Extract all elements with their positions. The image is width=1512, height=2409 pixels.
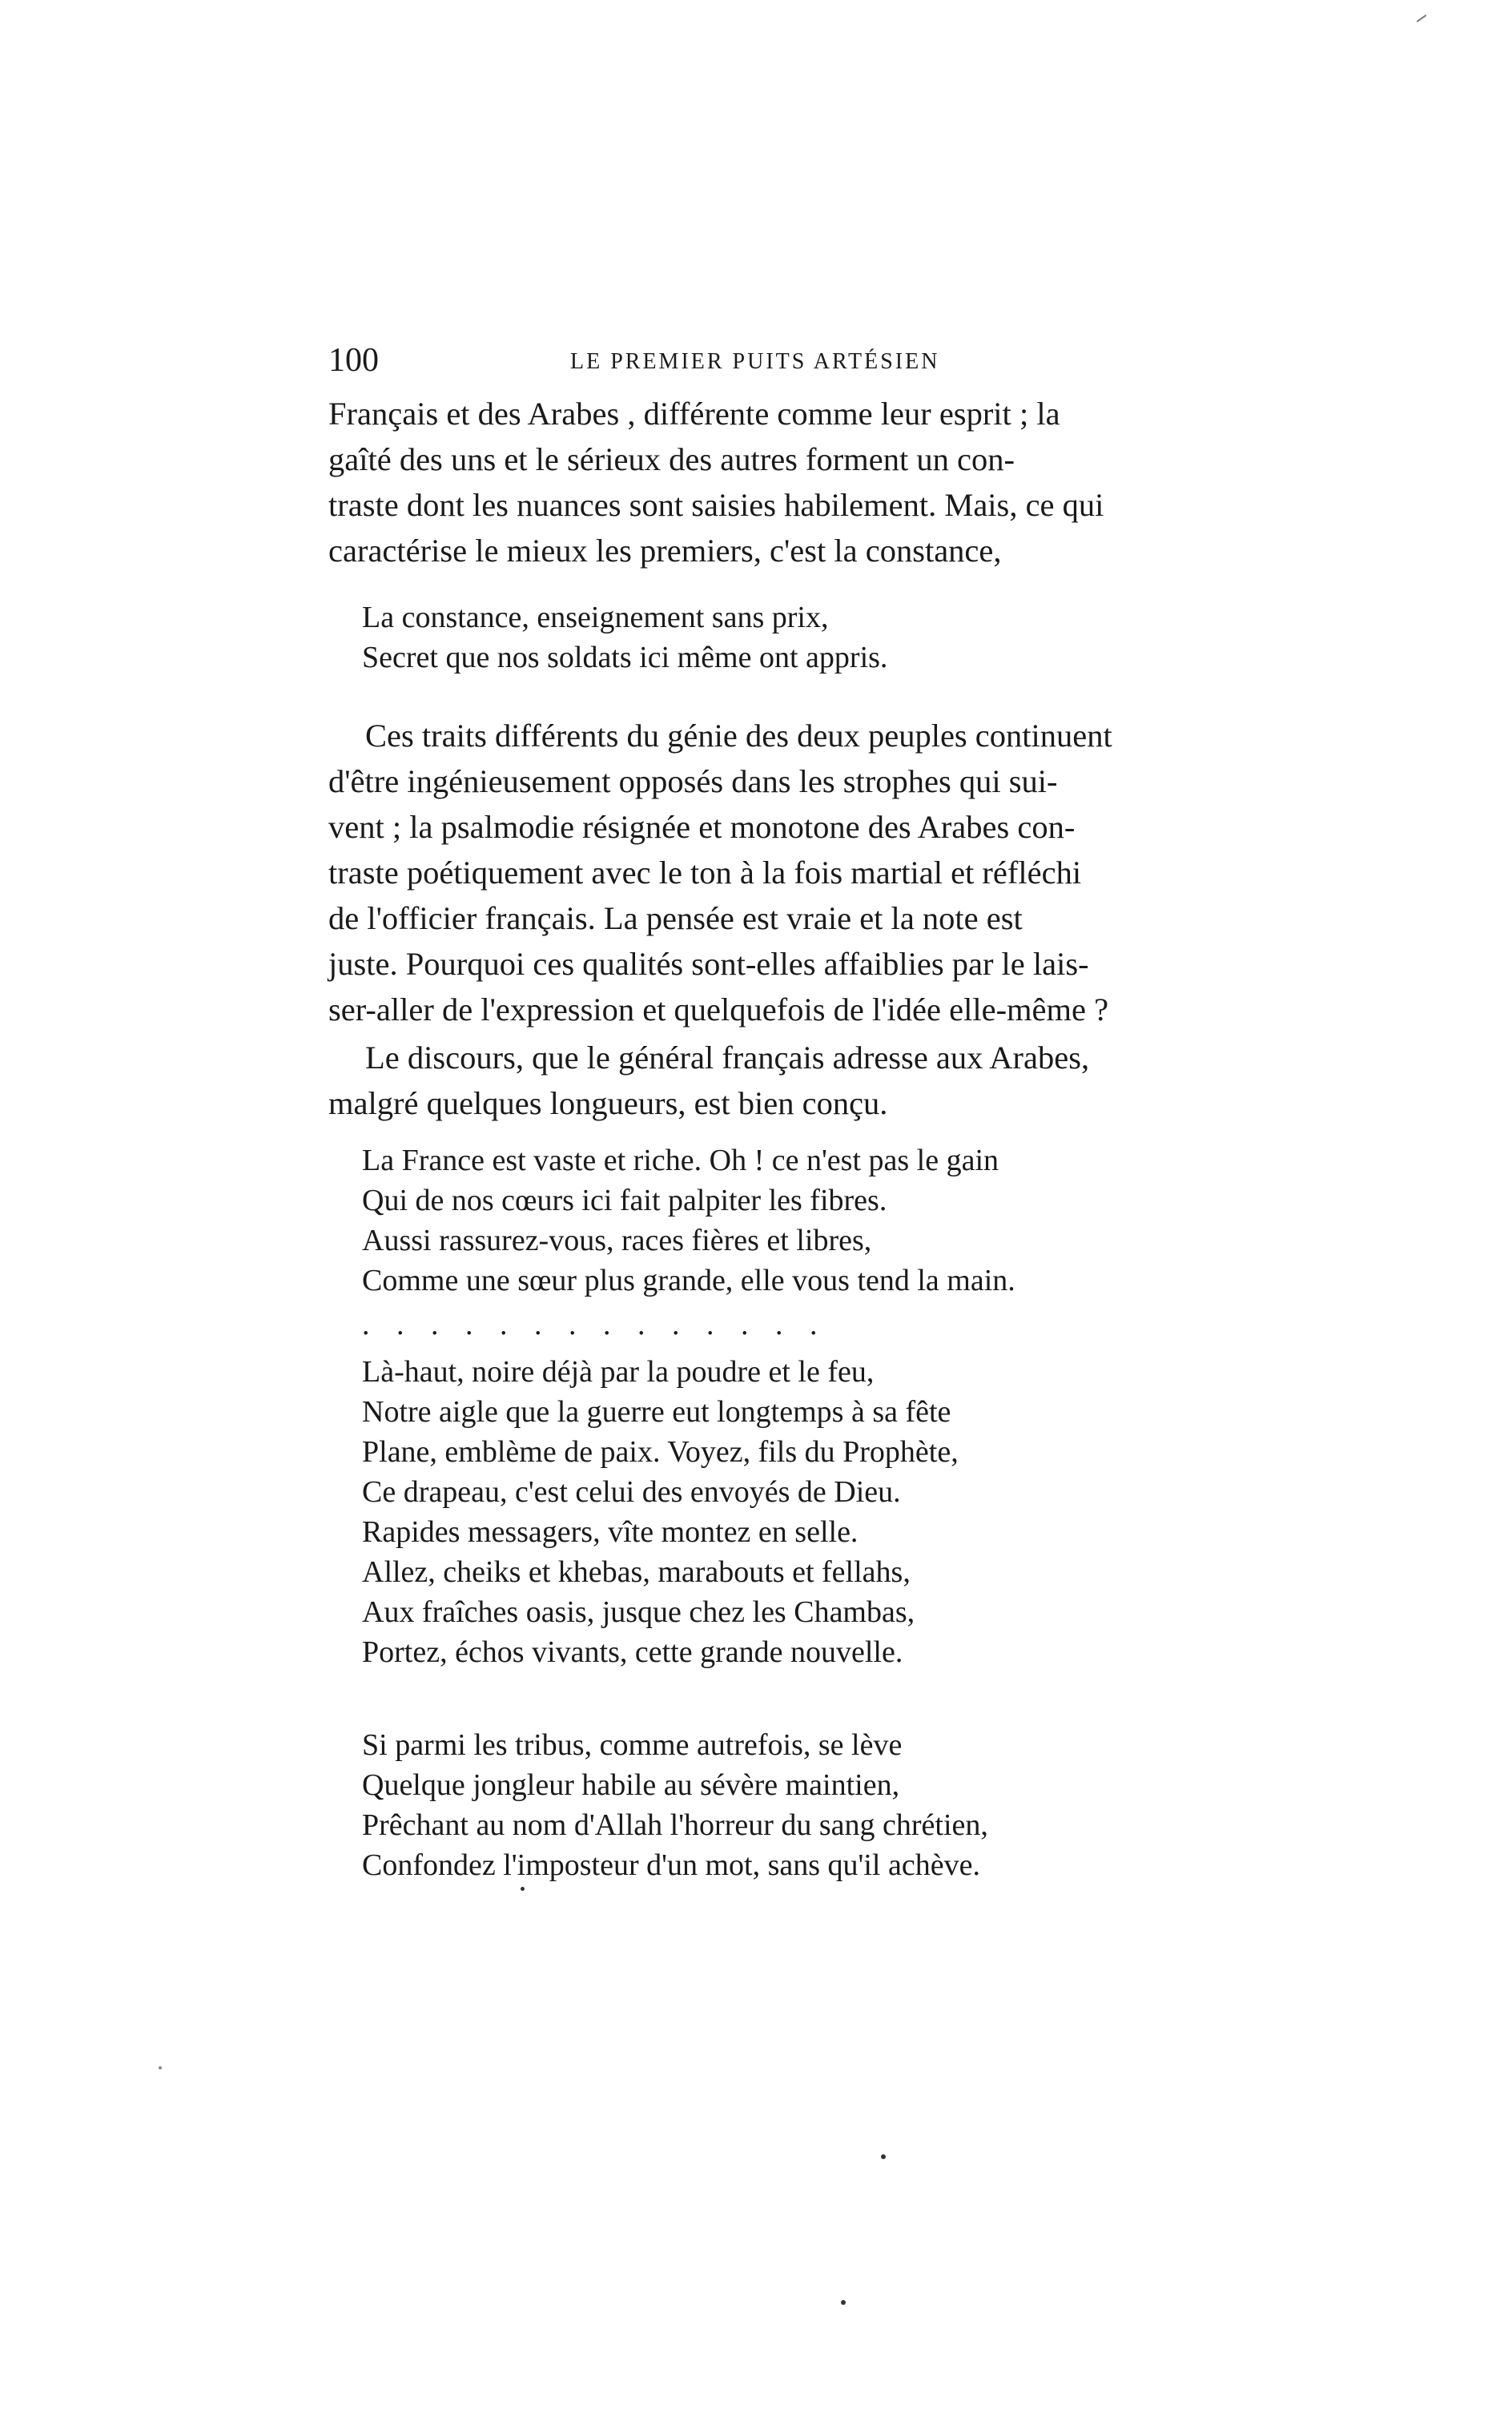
verse-line: Notre aigle que la guerre eut longtemps à sa fête	[362, 1395, 951, 1429]
verse-line: La France est vaste et riche. Oh ! ce n'est pas le gain	[362, 1144, 999, 1177]
verse-line: La constance, enseignement sans prix,	[362, 601, 829, 634]
prose-line: gaîté des uns et le sérieux des autres forment un con-	[328, 441, 1015, 477]
stanza-aigle	[362, 1352, 959, 1672]
verse-line: Allez, cheiks et khebas, marabouts et fellahs,	[362, 1555, 911, 1589]
verse-line: Confondez l'imposteur d'un mot, sans qu'il achève.	[362, 1848, 980, 1882]
prose-line: Ces traits différents du génie des deux peuples continuent	[365, 718, 1112, 754]
scan-speck	[159, 2066, 162, 2069]
verse-line: Ce drapeau, c'est celui des envoyés de Dieu.	[362, 1475, 901, 1509]
prose-line: traste poétiquement avec le ton à la fois martial et réfléchi	[328, 855, 1082, 891]
verse-line: Qui de nos cœurs ici fait palpiter les fibres.	[362, 1184, 887, 1217]
ellipsis-line: . . . . . . . . . . . . . .	[362, 1308, 827, 1341]
prose-line: caractérise le mieux les premiers, c'est la constance,	[328, 533, 1002, 569]
quote-constance	[362, 597, 887, 678]
scan-speck	[521, 1887, 525, 1891]
prose-line: ser-aller de l'expression et quelquefois de l'idée elle-même ?	[328, 991, 1109, 1028]
verse-line: Secret que nos soldats ici même ont appris.	[362, 641, 888, 674]
intro-paragraph	[328, 391, 1185, 573]
verse-line: Plane, emblème de paix. Voyez, fils du Prophète,	[362, 1435, 959, 1469]
scan-mark	[1417, 14, 1427, 22]
verse-line: Quelque jongleur habile au sévère maintien,	[362, 1768, 900, 1802]
verse-line: Rapides messagers, vîte montez en selle.	[362, 1515, 859, 1549]
prose-line: de l'officier français. La pensée est vraie et la note est	[328, 900, 1023, 936]
running-title: LE PREMIER PUITS ARTÉSIEN	[570, 349, 940, 374]
prose-line: vent ; la psalmodie résignée et monotone des Arabes con-	[328, 809, 1076, 845]
verse-line: Aussi rassurez-vous, races fières et libres,	[362, 1224, 872, 1257]
verse-line: Comme une sœur plus grande, elle vous tend la main.	[362, 1264, 1015, 1297]
verse-line: Si parmi les tribus, comme autrefois, se lève	[362, 1728, 903, 1762]
prose-line: juste. Pourquoi ces qualités sont-elles affaiblies par le lais-	[328, 946, 1089, 982]
page-number: 100	[328, 342, 379, 379]
page-header	[328, 336, 1193, 384]
verse-line: Portez, échos vivants, cette grande nouvelle.	[362, 1635, 903, 1669]
verse-line: Là-haut, noire déjà par la poudre et le feu,	[362, 1355, 875, 1389]
verse-line: Aux fraîches oasis, jusque chez les Chambas,	[362, 1595, 915, 1629]
prose-line: malgré quelques longueurs, est bien conçu.	[328, 1085, 888, 1121]
paragraph-traits	[328, 713, 1185, 1032]
stanza-tribus	[362, 1725, 988, 1885]
prose-line: Le discours, que le général français adresse aux Arabes,	[365, 1040, 1090, 1076]
verse-line: Prêchant au nom d'Allah l'horreur du sang chrétien,	[362, 1808, 988, 1842]
prose-line: d'être ingénieusement opposés dans les strophes qui sui-	[328, 763, 1058, 799]
prose-line: Français et des Arabes , différente comme leur esprit ; la	[328, 396, 1060, 432]
prose-line: traste dont les nuances sont saisies habilement. Mais, ce qui	[328, 487, 1104, 523]
scan-speck	[841, 2300, 846, 2305]
stanza-france	[362, 1140, 1015, 1301]
paragraph-discours	[328, 1035, 1185, 1126]
scan-speck	[881, 2154, 886, 2159]
